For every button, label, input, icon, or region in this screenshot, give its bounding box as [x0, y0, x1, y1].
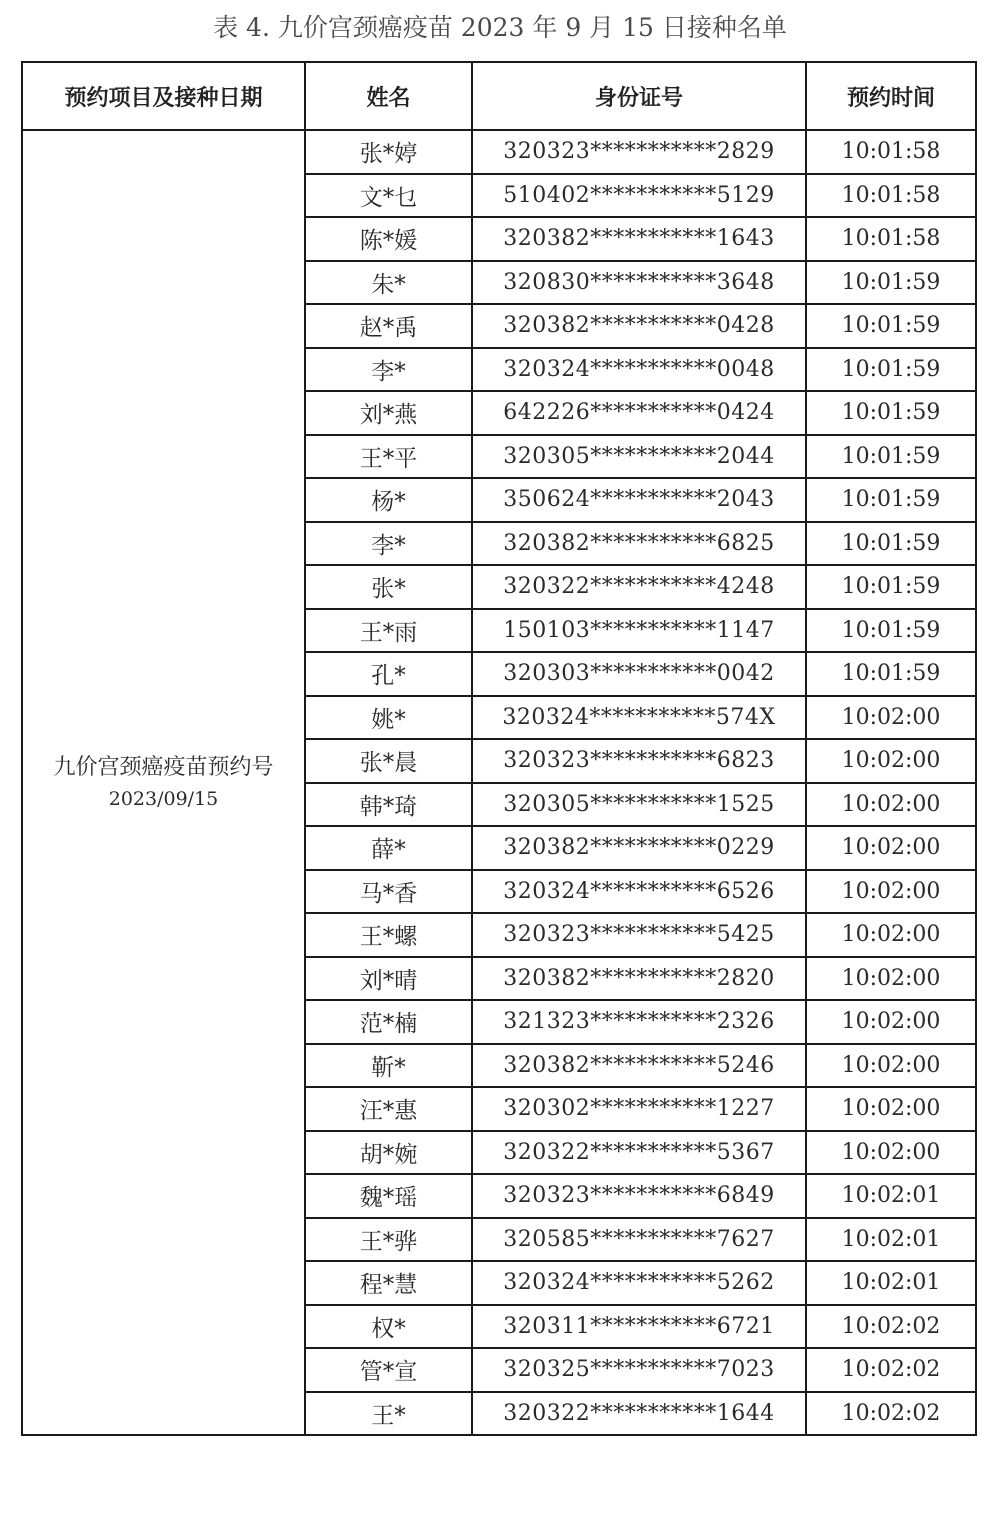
table-caption: 表 4. 九价宫颈癌疫苗 2023 年 9 月 15 日接种名单	[213, 13, 787, 42]
id-number-cell: 320382***********2820	[472, 957, 806, 1001]
appointment-time-cell: 10:02:02	[806, 1392, 976, 1436]
name-cell: 薛*	[305, 826, 472, 870]
name-cell: 李*	[305, 522, 472, 566]
appointment-time-cell: 10:02:01	[806, 1174, 976, 1218]
table-row	[22, 130, 976, 174]
name-cell: 文*乜	[305, 174, 472, 218]
id-number-cell: 320322***********5367	[472, 1131, 806, 1175]
name-cell: 王*螺	[305, 913, 472, 957]
table-header	[22, 62, 976, 130]
id-number-cell: 320382***********6825	[472, 522, 806, 566]
id-number-cell: 510402***********5129	[472, 174, 806, 218]
header-row	[22, 62, 976, 130]
id-number-cell: 320325***********7023	[472, 1348, 806, 1392]
id-number-cell: 150103***********1147	[472, 609, 806, 653]
appointment-time-cell: 10:02:00	[806, 739, 976, 783]
table-body	[22, 130, 976, 1435]
header-appointment-time: 预约时间	[806, 62, 976, 130]
appointment-time-cell: 10:01:59	[806, 652, 976, 696]
name-cell: 李*	[305, 348, 472, 392]
appointment-time-cell: 10:01:58	[806, 217, 976, 261]
name-cell: 靳*	[305, 1044, 472, 1088]
appointment-time-cell: 10:02:00	[806, 826, 976, 870]
name-cell: 陈*媛	[305, 217, 472, 261]
appointment-time-cell: 10:02:00	[806, 1000, 976, 1044]
name-cell: 王*平	[305, 435, 472, 479]
appointment-time-cell: 10:01:59	[806, 391, 976, 435]
header-id-number: 身份证号	[472, 62, 806, 130]
appointment-time-cell: 10:01:59	[806, 522, 976, 566]
header-project-date: 预约项目及接种日期	[22, 62, 305, 130]
name-cell: 张*晨	[305, 739, 472, 783]
name-cell: 刘*晴	[305, 957, 472, 1001]
name-cell: 孔*	[305, 652, 472, 696]
id-number-cell: 320323***********6849	[472, 1174, 806, 1218]
name-cell: 刘*燕	[305, 391, 472, 435]
appointment-time-cell: 10:02:02	[806, 1305, 976, 1349]
appointment-time-cell: 10:02:02	[806, 1348, 976, 1392]
name-cell: 王*雨	[305, 609, 472, 653]
id-number-cell: 320302***********1227	[472, 1087, 806, 1131]
name-cell: 权*	[305, 1305, 472, 1349]
appointment-time-cell: 10:01:58	[806, 130, 976, 174]
id-number-cell: 320323***********2829	[472, 130, 806, 174]
appointment-time-cell: 10:01:59	[806, 565, 976, 609]
name-cell: 韩*琦	[305, 783, 472, 827]
id-number-cell: 320324***********574X	[472, 696, 806, 740]
id-number-cell: 320322***********4248	[472, 565, 806, 609]
id-number-cell: 320382***********1643	[472, 217, 806, 261]
id-number-cell: 320305***********1525	[472, 783, 806, 827]
id-number-cell: 320382***********5246	[472, 1044, 806, 1088]
appointment-time-cell: 10:02:00	[806, 1044, 976, 1088]
vaccination-date: 2023/09/15	[108, 787, 219, 810]
appointment-time-cell: 10:01:59	[806, 478, 976, 522]
appointment-time-cell: 10:02:01	[806, 1218, 976, 1262]
appointment-time-cell: 10:01:59	[806, 304, 976, 348]
id-number-cell: 320311***********6721	[472, 1305, 806, 1349]
name-cell: 程*慧	[305, 1261, 472, 1305]
id-number-cell: 350624***********2043	[472, 478, 806, 522]
name-cell: 范*楠	[305, 1000, 472, 1044]
id-number-cell: 320303***********0042	[472, 652, 806, 696]
name-cell: 朱*	[305, 261, 472, 305]
project-date-cell	[22, 130, 305, 1435]
vaccination-list-table	[21, 61, 977, 1436]
appointment-time-cell: 10:01:58	[806, 174, 976, 218]
header-name: 姓名	[305, 62, 472, 130]
id-number-cell: 320323***********6823	[472, 739, 806, 783]
id-number-cell: 320305***********2044	[472, 435, 806, 479]
id-number-cell: 642226***********0424	[472, 391, 806, 435]
id-number-cell: 320324***********0048	[472, 348, 806, 392]
name-cell: 赵*禹	[305, 304, 472, 348]
name-cell: 杨*	[305, 478, 472, 522]
name-cell: 王*	[305, 1392, 472, 1436]
name-cell: 管*宣	[305, 1348, 472, 1392]
name-cell: 张*婷	[305, 130, 472, 174]
id-number-cell: 320830***********3648	[472, 261, 806, 305]
appointment-time-cell: 10:02:00	[806, 1087, 976, 1131]
id-number-cell: 320324***********5262	[472, 1261, 806, 1305]
appointment-time-cell: 10:01:59	[806, 435, 976, 479]
id-number-cell: 320322***********1644	[472, 1392, 806, 1436]
appointment-time-cell: 10:02:00	[806, 870, 976, 914]
appointment-time-cell: 10:02:00	[806, 957, 976, 1001]
appointment-time-cell: 10:01:59	[806, 261, 976, 305]
id-number-cell: 321323***********2326	[472, 1000, 806, 1044]
name-cell: 魏*瑶	[305, 1174, 472, 1218]
project-label: 九价宫颈癌疫苗预约号	[53, 754, 274, 780]
appointment-time-cell: 10:02:00	[806, 696, 976, 740]
name-cell: 王*骅	[305, 1218, 472, 1262]
id-number-cell: 320323***********5425	[472, 913, 806, 957]
appointment-time-cell: 10:02:00	[806, 1131, 976, 1175]
name-cell: 姚*	[305, 696, 472, 740]
id-number-cell: 320585***********7627	[472, 1218, 806, 1262]
appointment-time-cell: 10:01:59	[806, 348, 976, 392]
id-number-cell: 320382***********0229	[472, 826, 806, 870]
name-cell: 胡*婉	[305, 1131, 472, 1175]
appointment-time-cell: 10:02:00	[806, 913, 976, 957]
appointment-time-cell: 10:01:59	[806, 609, 976, 653]
name-cell: 张*	[305, 565, 472, 609]
name-cell: 汪*惠	[305, 1087, 472, 1131]
appointment-time-cell: 10:02:01	[806, 1261, 976, 1305]
id-number-cell: 320324***********6526	[472, 870, 806, 914]
id-number-cell: 320382***********0428	[472, 304, 806, 348]
name-cell: 马*香	[305, 870, 472, 914]
appointment-time-cell: 10:02:00	[806, 783, 976, 827]
